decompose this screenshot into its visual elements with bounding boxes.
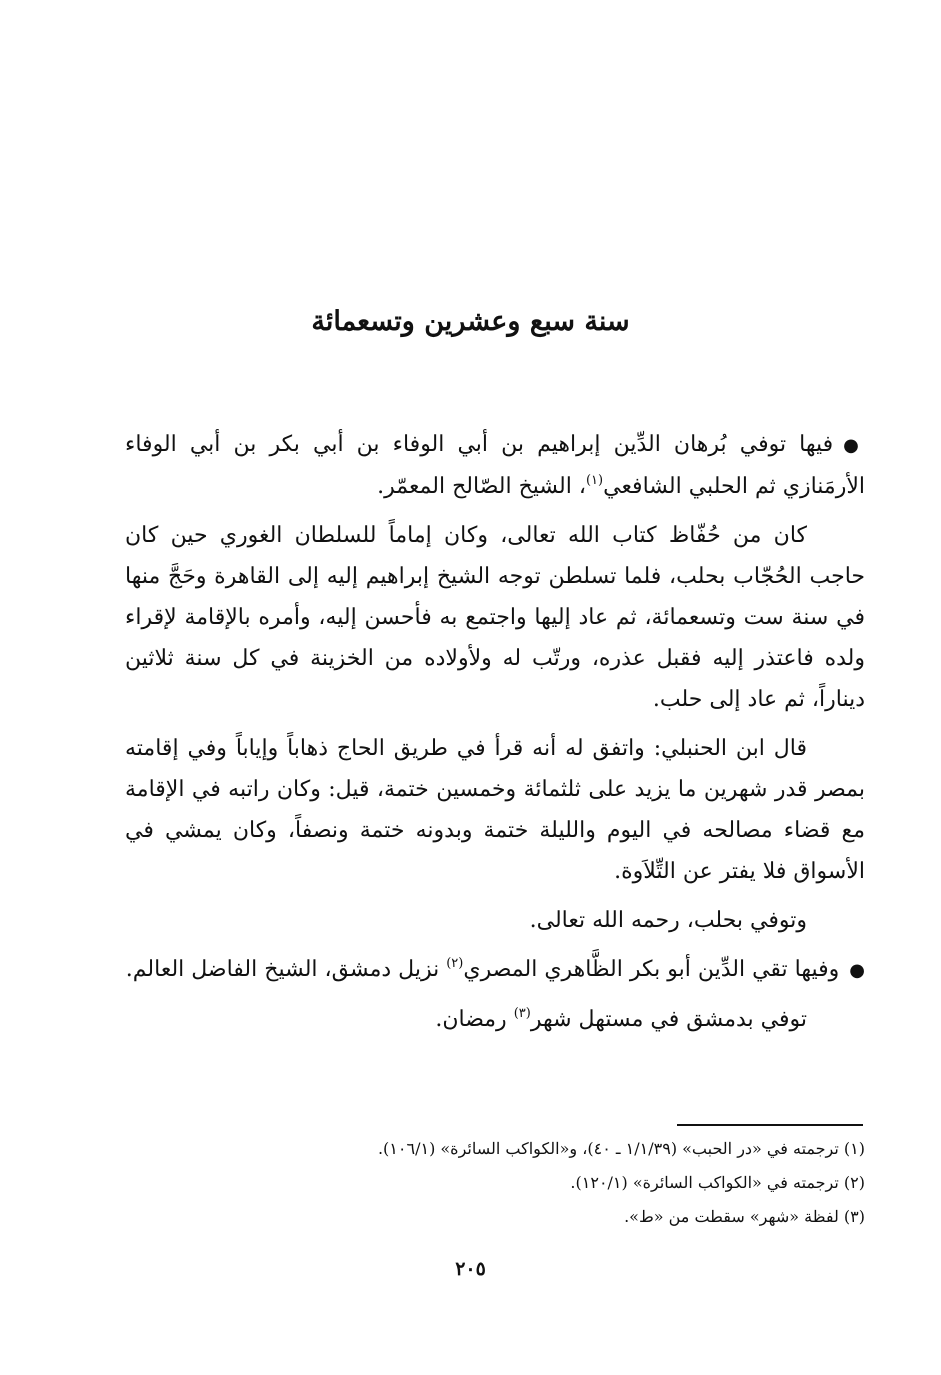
footnote-ref-1[interactable]: (١) xyxy=(585,473,604,488)
paragraph-text: توفي بدمشق في مستهل شهر xyxy=(530,1007,807,1032)
bullet-icon: ● xyxy=(843,435,865,456)
paragraph-text: ، الشيخ الصّالح المعمّر. xyxy=(377,474,586,499)
bullet-icon: ● xyxy=(849,960,865,981)
paragraph-death-aleppo xyxy=(125,900,865,941)
footnote-divider xyxy=(677,1124,863,1126)
footnote-3: (٣) لفظة «شهر» سقطت من «ط». xyxy=(624,1207,865,1226)
paragraph-text: كان من حُفّاظ كتاب الله تعالى، وكان إماماً للسلطان الغوري حين كان حاجب الحُجّاب بحلب، فلما تسلطن توجه الشيخ إبراهيم إليه إلى القاهرة وحَجَّ منها في سنة ست وتسعمائة، ثم عاد إليها واجتمع به فأحسن إليه، وأمره بالإقامة لإقراء ولده فاعتذر إليه فقبل عذره، ورتّب له ولأولاده من الخزينة في كل سنة ثلاثين ديناراً، ثم عاد إلى حلب. xyxy=(125,523,865,712)
paragraph-entry-taqi xyxy=(125,949,865,991)
main-text xyxy=(125,424,865,1048)
footnote-2: (٢) ترجمته في «الكواكب السائرة» (١٢٠/١). xyxy=(570,1173,865,1192)
paragraph-entry-burhan xyxy=(125,424,865,507)
paragraph-text: قال ابن الحنبلي: واتفق له أنه قرأ في طريق الحاج ذهاباً وإياباً وفي إقامته بمصر قدر شهرين ما يزيد على ثلثمائة وخمسين ختمة، قيل: وكان راتبه في الإقامة مع قضاء مصالحه في اليوم والليلة ختمة وبدونه ختمة ونصفاً، وكان يمشي في الأسواق فلا يفتر عن التِّلاَوة. xyxy=(125,736,865,884)
paragraph-text: وفيها تقي الدِّين أبو بكر الظَّاهري المصري xyxy=(463,957,840,982)
footnotes-section xyxy=(105,1132,865,1234)
footnote-ref-3[interactable]: (٣) xyxy=(513,1006,531,1021)
paragraph-death-damascus xyxy=(125,999,865,1040)
paragraph-text: فيها توفي بُرهان الدِّين إبراهيم بن أبي الوفاء بن أبي بكر بن أبي الوفاء الأرمَنازي ثم الحلبي الشافعي xyxy=(125,432,865,499)
footnote-1: (١) ترجمته في «در الحبب» (١/١/٣٩ ـ ٤٠)، و«الكواكب السائرة» (١٠٦/١). xyxy=(377,1139,865,1158)
paragraph-ibn-hanbali-quote xyxy=(125,728,865,892)
chapter-title: سنة سبع وعشرين وتسعمائة xyxy=(311,306,630,338)
paragraph-text: نزيل دمشق، الشيخ الفاضل العالم. xyxy=(125,957,447,982)
page-number: ٢٠٥ xyxy=(455,1258,486,1280)
paragraph-text: وتوفي بحلب، رحمه الله تعالى. xyxy=(529,908,807,933)
paragraph-biography xyxy=(125,515,865,720)
paragraph-text: رمضان. xyxy=(435,1007,514,1032)
footnote-ref-2[interactable]: (٢) xyxy=(446,956,464,971)
